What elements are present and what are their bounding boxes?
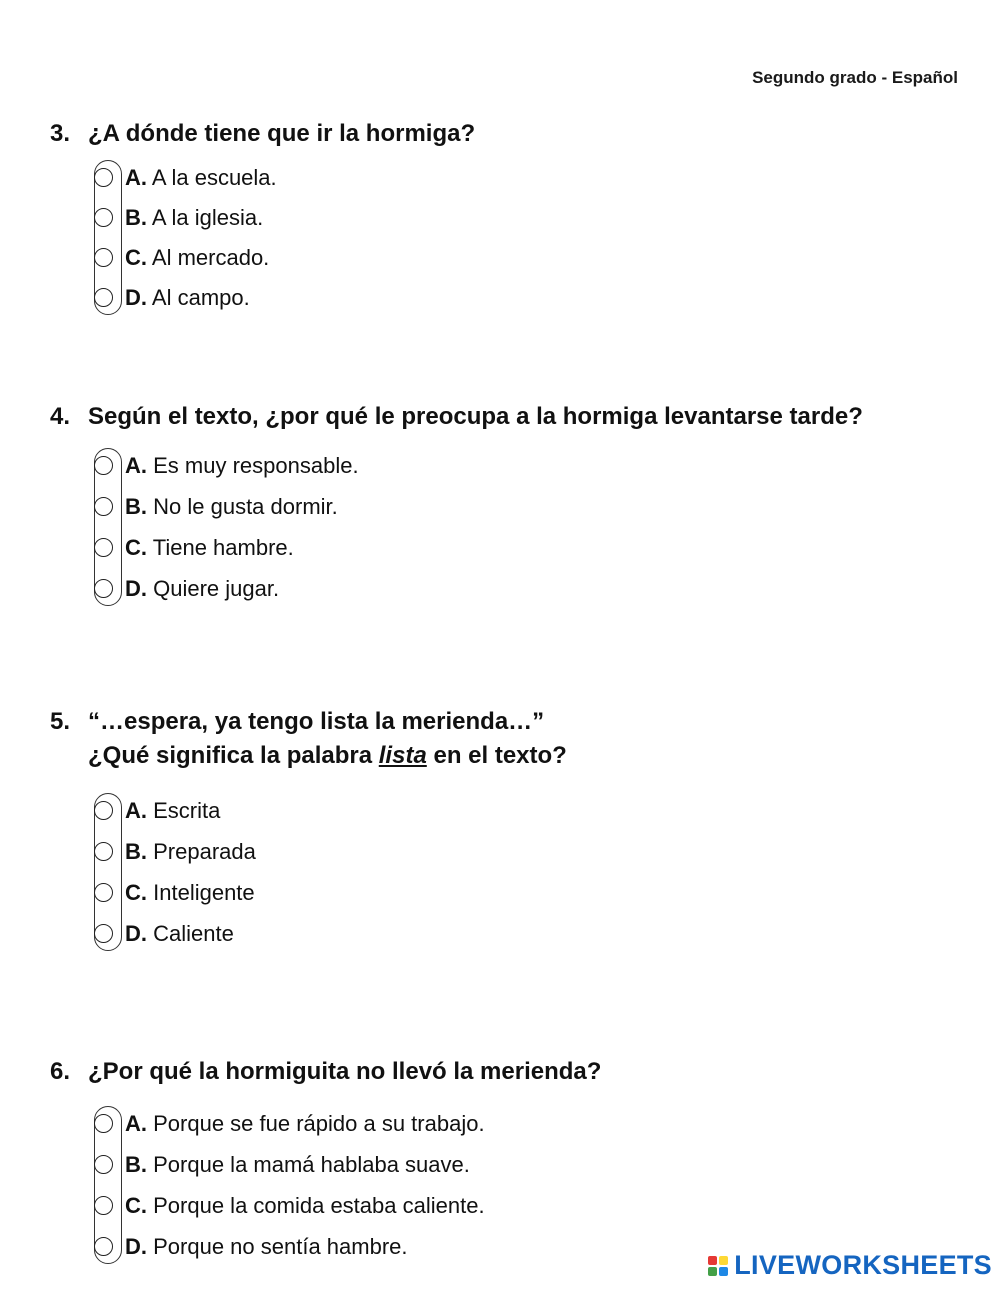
option-letter: D. — [125, 921, 147, 946]
logo-square — [719, 1267, 728, 1276]
option-text: Preparada — [153, 839, 256, 864]
option-text: Porque la mamá hablaba suave. — [153, 1152, 470, 1177]
radio-button[interactable] — [94, 208, 113, 227]
question-4 — [50, 400, 970, 601]
question-number: 3. — [50, 120, 71, 147]
option-text: Caliente — [153, 921, 234, 946]
logo-square — [708, 1267, 717, 1276]
radio-button[interactable] — [94, 1155, 113, 1174]
question-prompt — [50, 117, 970, 151]
question-text: ¿Por qué la hormiguita no llevó la merienda? — [88, 1058, 602, 1085]
logo-square — [708, 1256, 717, 1265]
option-letter: A. — [125, 1111, 147, 1136]
radio-button[interactable] — [94, 538, 113, 557]
option-text: Tiene hambre. — [152, 535, 294, 560]
option-letter: D. — [125, 285, 147, 310]
radio-button[interactable] — [94, 288, 113, 307]
question-number: 6. — [50, 1058, 71, 1085]
option-letter: D. — [125, 576, 147, 601]
option-letter: C. — [125, 535, 147, 560]
radio-button[interactable] — [94, 1237, 113, 1256]
radio-button[interactable] — [94, 924, 113, 943]
option-text: Porque no sentía hambre. — [153, 1234, 408, 1259]
radio-button[interactable] — [94, 456, 113, 475]
option-text: A la iglesia. — [151, 205, 264, 230]
options-group — [94, 1106, 485, 1264]
option-letter: C. — [125, 245, 147, 270]
radio-button[interactable] — [94, 883, 113, 902]
option-letter: D. — [125, 1234, 147, 1259]
question-3 — [50, 117, 970, 310]
question-subprompt — [50, 739, 970, 773]
question-text: ¿A dónde tiene que ir la hormiga? — [88, 120, 476, 147]
radio-button[interactable] — [94, 1196, 113, 1215]
option-text: Al mercado. — [151, 245, 270, 270]
option-letter: B. — [125, 839, 147, 864]
options-group — [94, 793, 256, 951]
radio-button[interactable] — [94, 801, 113, 820]
option-text: A la escuela. — [151, 165, 277, 190]
radio-button[interactable] — [94, 842, 113, 861]
option-letter: C. — [125, 880, 147, 905]
question-number: 4. — [50, 403, 71, 430]
page-header: Segundo grado - Español — [752, 68, 958, 87]
option-letter: A. — [125, 453, 147, 478]
option-text: Porque se fue rápido a su trabajo. — [153, 1111, 485, 1136]
brand-text: LIVEWORKSHEETS — [734, 1250, 992, 1280]
option-text: Quiere jugar. — [153, 576, 280, 601]
option-text: Porque la comida estaba caliente. — [153, 1193, 485, 1218]
question-prompt — [50, 705, 970, 739]
option-text: Escrita — [153, 798, 221, 823]
option-text: Al campo. — [151, 285, 250, 310]
options-group — [94, 160, 277, 315]
question-6 — [50, 1055, 970, 1259]
option-letter: B. — [125, 205, 147, 230]
radio-button[interactable] — [94, 579, 113, 598]
option-text: No le gusta dormir. — [153, 494, 338, 519]
question-text: “…espera, ya tengo lista la merienda…” — [88, 708, 545, 735]
logo-square — [719, 1256, 728, 1265]
question-5 — [50, 705, 970, 946]
option-text: Es muy responsable. — [153, 453, 359, 478]
options-group — [94, 448, 359, 606]
option-text: Inteligente — [153, 880, 255, 905]
liveworksheets-logo-icon — [708, 1256, 728, 1276]
question-prompt — [50, 400, 970, 434]
option-letter: C. — [125, 1193, 147, 1218]
radio-button[interactable] — [94, 1114, 113, 1133]
question-prompt — [50, 1055, 970, 1089]
question-text-before: ¿Qué significa la palabra — [88, 742, 379, 769]
radio-button[interactable] — [94, 248, 113, 267]
question-text-after: en el texto? — [426, 742, 567, 769]
radio-button[interactable] — [94, 168, 113, 187]
question-number: 5. — [50, 708, 71, 735]
radio-button[interactable] — [94, 497, 113, 516]
option-letter: A. — [125, 165, 147, 190]
option-letter: B. — [125, 1152, 147, 1177]
option-letter: B. — [125, 494, 147, 519]
highlighted-word: lista — [378, 742, 427, 769]
question-text: Según el texto, ¿por qué le preocupa a la hormiga levantarse tarde? — [88, 403, 863, 430]
option-letter: A. — [125, 798, 147, 823]
liveworksheets-brand — [708, 1250, 992, 1281]
